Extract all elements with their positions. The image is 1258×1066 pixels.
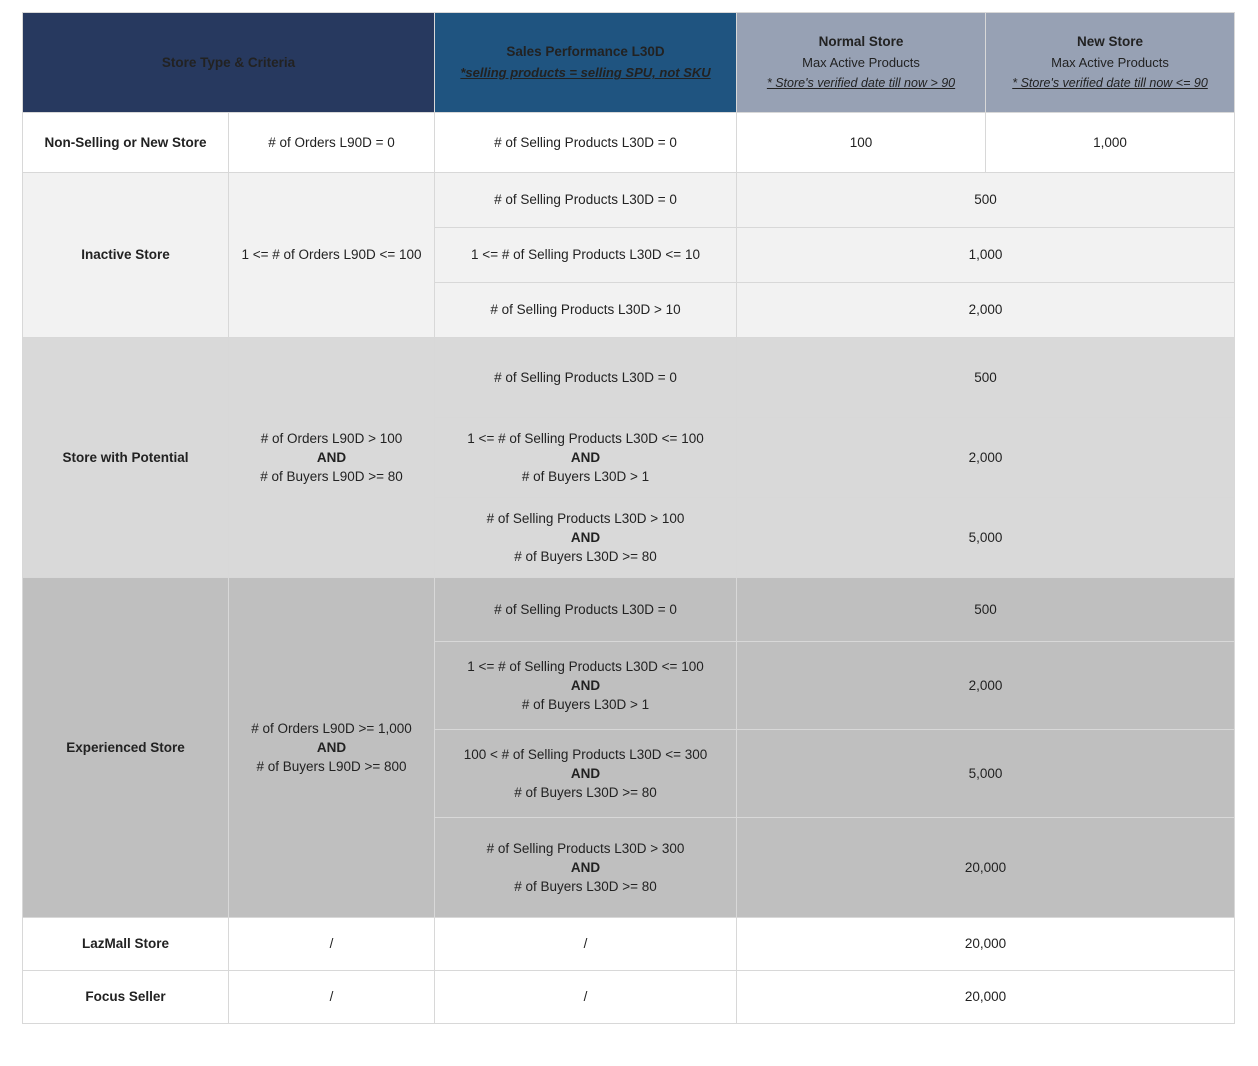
row-max-active-products: 20,000: [737, 971, 1235, 1024]
header-normal-store-label: Normal Store: [818, 34, 904, 50]
store-criteria-table: [22, 12, 1235, 1024]
row-max-active-products: 1,000: [737, 228, 1235, 283]
header-normal-store-sub: Max Active Products: [802, 55, 920, 71]
row-new-store-value: 1,000: [986, 113, 1235, 173]
header-store-type: [23, 13, 435, 113]
header-store-type-label: Store Type & Criteria: [161, 54, 296, 70]
header-sales-performance-note: *selling products = selling SPU, not SKU: [460, 65, 711, 81]
row-store-type: Store with Potential: [23, 338, 229, 578]
sales-criteria-and: AND: [570, 529, 601, 545]
row-store-type: Non-Selling or New Store: [23, 113, 229, 173]
row-orders-criteria: 1 <= # of Orders L90D <= 100: [229, 173, 435, 338]
sales-criteria-line2: # of Buyers L30D >= 80: [514, 549, 657, 565]
orders-criteria-line1: # of Orders L90D >= 1,000: [251, 720, 412, 736]
sales-criteria-line1: 100 < # of Selling Products L30D <= 300: [463, 746, 708, 762]
row-sales-criteria: # of Selling Products L30D > 10: [435, 283, 737, 338]
row-max-active-products: 500: [737, 578, 1235, 642]
row-sales-criteria: /: [435, 918, 737, 971]
sales-criteria-line1: # of Selling Products L30D > 100: [486, 510, 685, 526]
row-sales-criteria: [435, 642, 737, 730]
row-max-active-products: 5,000: [737, 498, 1235, 578]
row-orders-criteria: [229, 578, 435, 918]
header-new-store-sub: Max Active Products: [1051, 55, 1169, 71]
row-store-type: Focus Seller: [23, 971, 229, 1024]
sales-criteria-and: AND: [570, 859, 601, 875]
orders-criteria-line2: # of Buyers L90D >= 800: [256, 759, 407, 775]
row-max-active-products: 500: [737, 173, 1235, 228]
row-max-active-products: 20,000: [737, 818, 1235, 918]
sales-criteria-and: AND: [570, 449, 601, 465]
row-orders-criteria: /: [229, 918, 435, 971]
row-store-type: Experienced Store: [23, 578, 229, 918]
row-sales-criteria: # of Selling Products L30D = 0: [435, 113, 737, 173]
header-new-store-label: New Store: [1077, 34, 1144, 50]
table-row: [23, 971, 1235, 1024]
row-orders-criteria: # of Orders L90D = 0: [229, 113, 435, 173]
row-sales-criteria: [435, 730, 737, 818]
row-orders-criteria: [229, 338, 435, 578]
row-sales-criteria: [435, 418, 737, 498]
header-sales-performance: [435, 13, 737, 113]
row-max-active-products: 5,000: [737, 730, 1235, 818]
orders-criteria-line2: # of Buyers L90D >= 80: [260, 469, 403, 485]
row-normal-store-value: 100: [737, 113, 986, 173]
sales-criteria-line1: 1 <= # of Selling Products L30D <= 100: [467, 658, 704, 674]
row-sales-criteria: # of Selling Products L30D = 0: [435, 173, 737, 228]
row-store-type: LazMall Store: [23, 918, 229, 971]
table-row: [23, 578, 1235, 642]
sales-criteria-line1: 1 <= # of Selling Products L30D <= 100: [467, 430, 704, 446]
row-sales-criteria: 1 <= # of Selling Products L30D <= 10: [435, 228, 737, 283]
row-max-active-products: 500: [737, 338, 1235, 418]
orders-criteria-and: AND: [316, 449, 347, 465]
table-row: [23, 113, 1235, 173]
header-new-store-note: * Store's verified date till now <= 90: [1012, 75, 1208, 90]
sales-criteria-and: AND: [570, 677, 601, 693]
row-store-type: Inactive Store: [23, 173, 229, 338]
sales-criteria-line2: # of Buyers L30D > 1: [521, 697, 650, 713]
table-row: [23, 173, 1235, 228]
sales-criteria-line2: # of Buyers L30D >= 80: [514, 785, 657, 801]
table-row: [23, 918, 1235, 971]
table-row: [23, 338, 1235, 418]
row-sales-criteria: # of Selling Products L30D = 0: [435, 338, 737, 418]
header-normal-store: [737, 13, 986, 113]
sales-criteria-and: AND: [570, 765, 601, 781]
row-max-active-products: 2,000: [737, 642, 1235, 730]
sales-criteria-line2: # of Buyers L30D > 1: [521, 469, 650, 485]
orders-criteria-and: AND: [316, 739, 347, 755]
row-max-active-products: 2,000: [737, 418, 1235, 498]
row-sales-criteria: [435, 498, 737, 578]
orders-criteria-line1: # of Orders L90D > 100: [260, 430, 403, 446]
header-sales-performance-label: Sales Performance L30D: [506, 44, 665, 60]
sales-criteria-line1: # of Selling Products L30D > 300: [486, 840, 685, 856]
row-max-active-products: 2,000: [737, 283, 1235, 338]
header-normal-store-note: * Store's verified date till now > 90: [766, 75, 956, 90]
table-header-row: [23, 13, 1235, 113]
row-sales-criteria: /: [435, 971, 737, 1024]
row-orders-criteria: /: [229, 971, 435, 1024]
sales-criteria-line2: # of Buyers L30D >= 80: [514, 879, 657, 895]
row-sales-criteria: # of Selling Products L30D = 0: [435, 578, 737, 642]
row-sales-criteria: [435, 818, 737, 918]
header-new-store: [986, 13, 1235, 113]
row-max-active-products: 20,000: [737, 918, 1235, 971]
